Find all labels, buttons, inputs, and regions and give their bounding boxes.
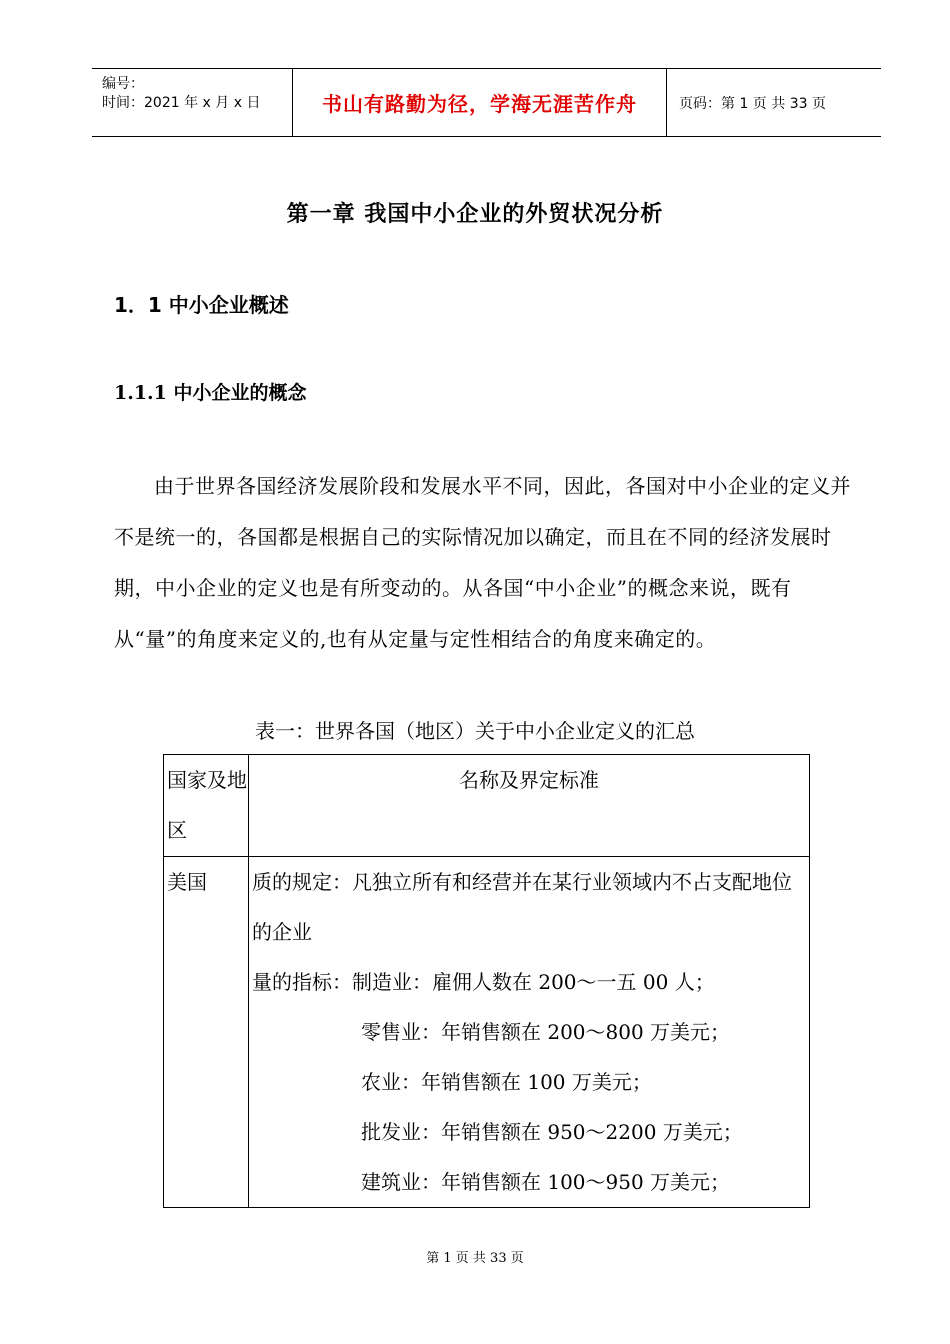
criteria-cell [249,857,810,1208]
criteria-line: 农业：年销售额在 100 万美元； [361,1070,652,1094]
criteria-line: 批发业：年销售额在 950～2200 万美元； [361,1120,743,1144]
page-footer: 第 1 页 共 33 页 [426,1251,524,1266]
document-header [92,68,881,137]
time-label: 时间：2021 年 x 月 x 日 [102,95,261,111]
definition-table [163,754,810,1208]
criteria-line: 质的规定：凡独立所有和经营并在某行业领域内不占支配地位的企业 [252,870,792,944]
motto-text: 书山有路勤为径，学海无涯苦作舟 [322,92,637,116]
criteria-line: 零售业：年销售额在 200～800 万美元； [361,1020,731,1044]
table-header-row [164,755,810,857]
subsection-title: 1.1.1 中小企业的概念 [114,382,307,404]
header-cell-country [164,755,249,857]
header-criteria-text: 名称及界定标准 [459,768,599,792]
country-cell [164,857,249,1208]
header-right-cell [667,69,881,136]
criteria-line: 建筑业：年销售额在 100～950 万美元； [361,1170,731,1194]
header-cell-criteria [249,755,810,857]
page-label: 页码：第 1 页 共 33 页 [679,95,826,112]
table-caption: 表一：世界各国（地区）关于中小企业定义的汇总 [255,719,695,743]
criteria-line: 量的指标：制造业：雇佣人数在 200～一五 00 人； [252,970,715,994]
table-row [164,857,810,1208]
header-motto-cell [293,69,667,136]
country-name: 美国 [167,870,207,894]
number-label: 编号： [102,76,144,92]
section-title: 1．1 中小企业概述 [114,293,289,317]
header-country-text: 国家及地区 [167,768,247,842]
body-paragraph: 由于世界各国经济发展阶段和发展水平不同，因此，各国对中小企业的定义并不是统一的，各国都是根据自己的实际情况加以确定，而且在不同的经济发展时期，中小企业的定义也是有所变动的。从各国“中小企业”的概念来说，既有从“量”的角度来定义的,也有从定量与定性相结合的角度来确定的。 [114,474,851,651]
header-left-cell [92,69,293,136]
chapter-title: 第一章 我国中小企业的外贸状况分析 [286,202,664,227]
